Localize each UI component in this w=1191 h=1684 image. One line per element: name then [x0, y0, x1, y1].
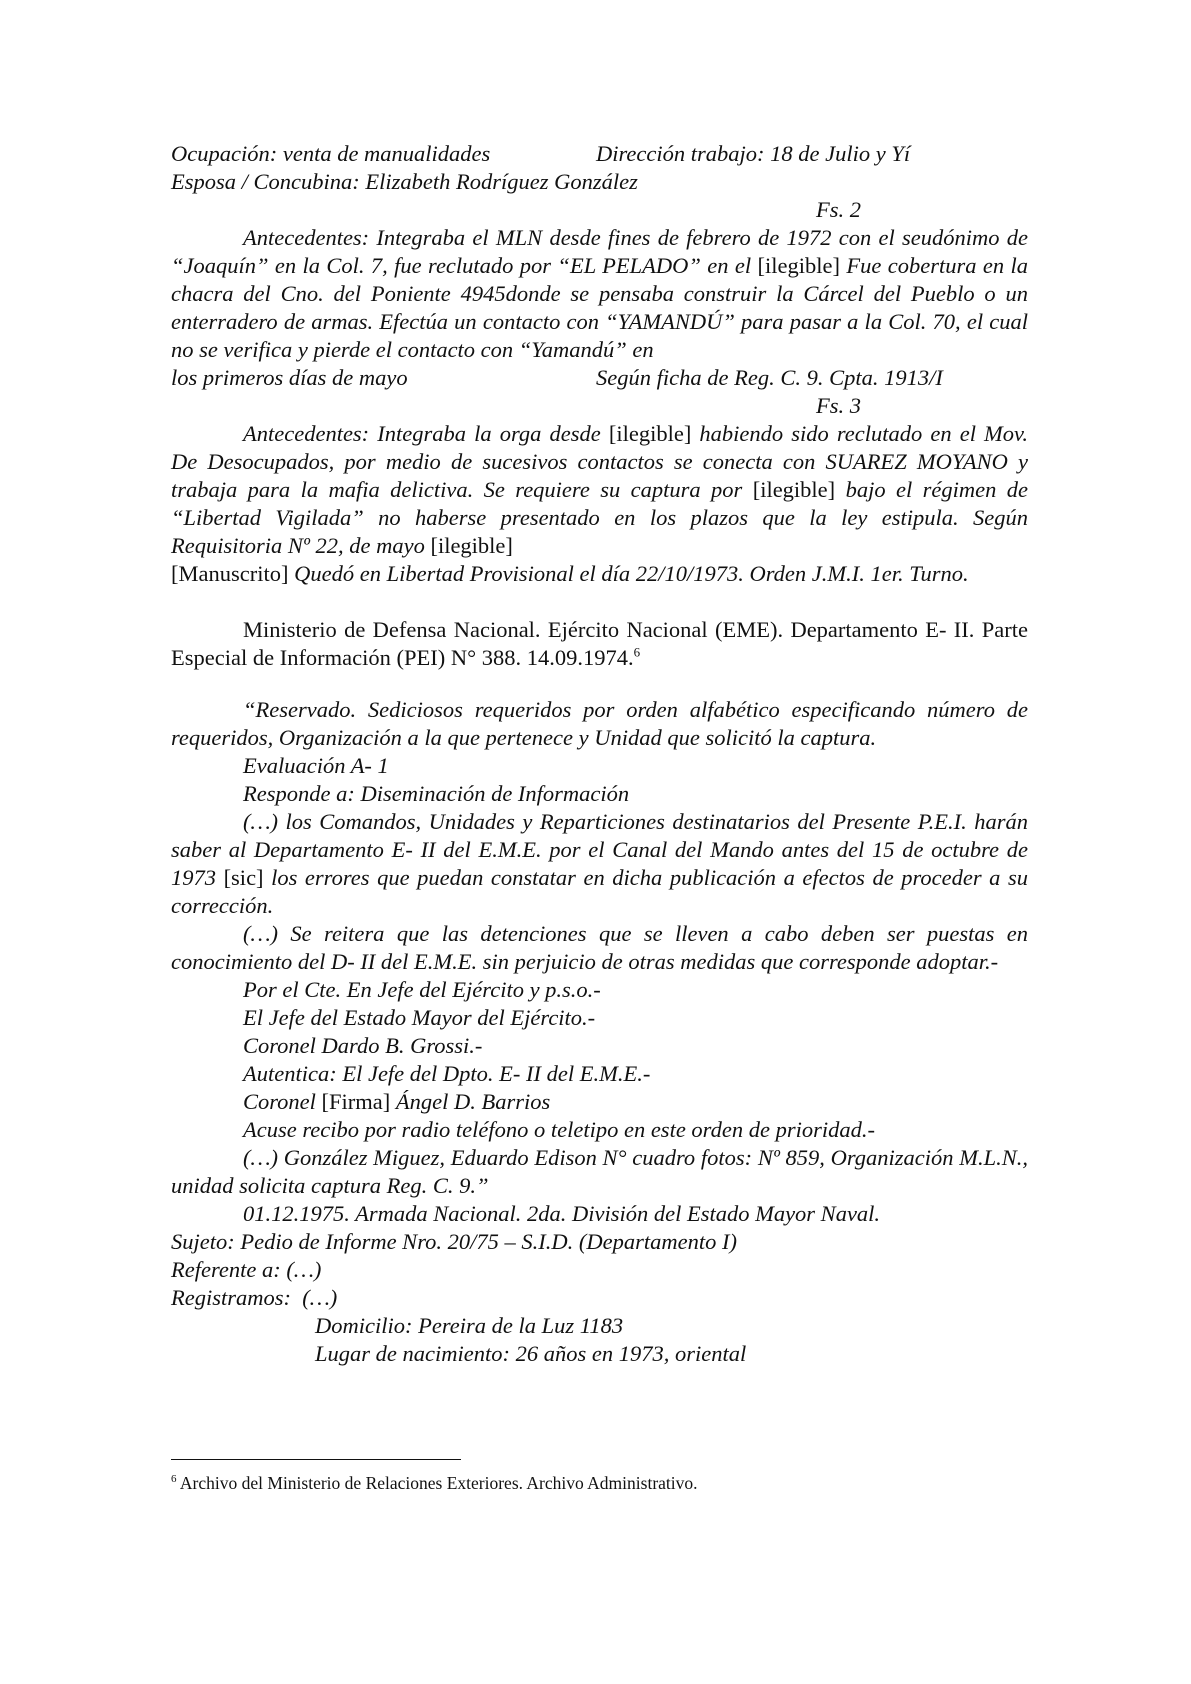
registramos-line: Registramos: (…) [171, 1285, 338, 1310]
fs3-manuscrito [171, 560, 1028, 588]
comandos-text-1: (…) los Comandos, Unidades y Reparticiones destinatarios del Presente P.E.I. harán saber al Departamento E- II del E.M.E. por el Canal del Mando antes del 15 de octubre de 1973 [171, 809, 1028, 890]
reservado-intro: “Reservado. Sediciosos requeridos por orden alfabético especificando número de requeridos, Organización a la que pertenece y Unidad que solicitó la captura. [171, 697, 1028, 750]
coronel-label: Coronel [243, 1089, 322, 1114]
fs3-text-2: habiendo sido reclutado en el Mov. De Desocupados, por medio de sucesivos contactos se conecta con SUAREZ MOYANO y trabaja para la mafia delictiva. Se requiere su captura por [171, 421, 1028, 502]
footnote-number: 6 [171, 1473, 177, 1486]
footnote-divider [171, 1459, 461, 1460]
firma-tag: [Firma] [321, 1089, 391, 1114]
fs2-last-left: los primeros días de mayo [171, 365, 408, 390]
gonzalez-paragraph: (…) González Miguez, Eduardo Edison N° cuadro fotos: Nº 859, Organización M.L.N., unidad solicita captura Reg. C. 9.” [171, 1145, 1028, 1198]
sujeto-line: Sujeto: Pedio de Informe Nro. 20/75 – S.I.D. (Departamento I) [171, 1229, 737, 1254]
coronel-name: Ángel D. Barrios [390, 1089, 551, 1114]
document-body [171, 140, 1028, 1368]
footnote-ref: 6 [633, 644, 641, 660]
fs3-text-1: Antecedentes: Integraba la orga desde [243, 421, 609, 446]
ocupacion-line [171, 140, 1028, 168]
fs3-ilegible-3: [ilegible] [430, 533, 513, 558]
signature-line-2: El Jefe del Estado Mayor del Ejército.- [243, 1005, 596, 1030]
fs2-label: Fs. 2 [816, 197, 861, 222]
manuscrito-tag: [Manuscrito] [171, 561, 289, 586]
signature-line-5 [171, 1088, 1028, 1116]
esposa-line: Esposa / Concubina: Elizabeth Rodríguez González [171, 169, 638, 194]
domicilio-line: Domicilio: Pereira de la Luz 1183 [315, 1313, 624, 1338]
fs3-antecedentes [171, 420, 1028, 560]
signature-line-4: Autentica: El Jefe del Dpto. E- II del E.M.E.- [243, 1061, 651, 1086]
footnote-text: Archivo del Ministerio de Relaciones Exteriores. Archivo Administrativo. [176, 1473, 698, 1493]
ministerio-paragraph [171, 616, 1028, 672]
signature-line-1: Por el Cte. En Jefe del Ejército y p.s.o.- [243, 977, 601, 1002]
comandos-text-2: los errores que puedan constatar en dicha publicación a efectos de proceder a su corrección. [171, 865, 1029, 918]
lugar-nacimiento-line: Lugar de nacimiento: 26 años en 1973, oriental [315, 1341, 747, 1366]
fs2-antecedentes [171, 224, 1028, 364]
fs3-text-3: bajo el régimen de “Libertad Vigilada” no haberse presentado en los plazos que la ley estipula. Según Requisitoria Nº 22, de mayo [171, 477, 1028, 558]
fs3-label: Fs. 3 [816, 393, 861, 418]
fs2-last-line [171, 364, 1028, 392]
fs2-text-1: Antecedentes: Integraba el MLN desde fines de febrero de 1972 con el seudónimo de “Joaquín” en la Col. 7, fue reclutado por “EL PELADO” en el [171, 225, 1028, 278]
responde: Responde a: Diseminación de Información [243, 781, 630, 806]
referente-line: Referente a: (…) [171, 1257, 322, 1282]
direccion-trabajo: Dirección trabajo: 18 de Julio y Yí [596, 141, 911, 166]
signature-line-3: Coronel Dardo B. Grossi.- [243, 1033, 483, 1058]
comandos-paragraph [171, 808, 1028, 920]
detenciones-paragraph: (…) Se reitera que las detenciones que se lleven a cabo deben ser puestas en conocimiento del D- II del E.M.E. sin perjuicio de otras medidas que corresponde adoptar.- [171, 921, 1028, 974]
ministerio-text: Ministerio de Defensa Nacional. Ejército Nacional (EME). Departamento E- II. Parte Especial de Información (PEI) N° 388. 14.09.1974. [171, 617, 1028, 670]
ocupacion: Ocupación: venta de manualidades [171, 141, 491, 166]
fs3-ilegible-1: [ilegible] [608, 421, 692, 446]
acuse-line: Acuse recibo por radio teléfono o teletipo en este orden de prioridad.- [243, 1117, 875, 1142]
armada-line: 01.12.1975. Armada Nacional. 2da. División del Estado Mayor Naval. [243, 1201, 881, 1226]
sic-tag: [sic] [223, 865, 264, 890]
fs2-text-2: Fue cobertura en la chacra del Cno. del Poniente 4945donde se pensaba construir la Cárcel del Pueblo o un enterradero de armas. Efectúa un contacto con “YAMANDÚ” para pasar a la Col. 70, el cual no se verifica y pierde el contacto con “Yamandú” en [171, 253, 1028, 362]
fs2-ilegible: [ilegible] [757, 253, 841, 278]
evaluacion: Evaluación A- 1 [243, 753, 389, 778]
fs2-last-right: Según ficha de Reg. C. 9. Cpta. 1913/I [596, 365, 943, 390]
manuscrito-text: Quedó en Libertad Provisional el día 22/10/1973. Orden J.M.I. 1er. Turno. [288, 561, 969, 586]
fs3-ilegible-2: [ilegible] [752, 477, 836, 502]
footnote [171, 1472, 1028, 1494]
